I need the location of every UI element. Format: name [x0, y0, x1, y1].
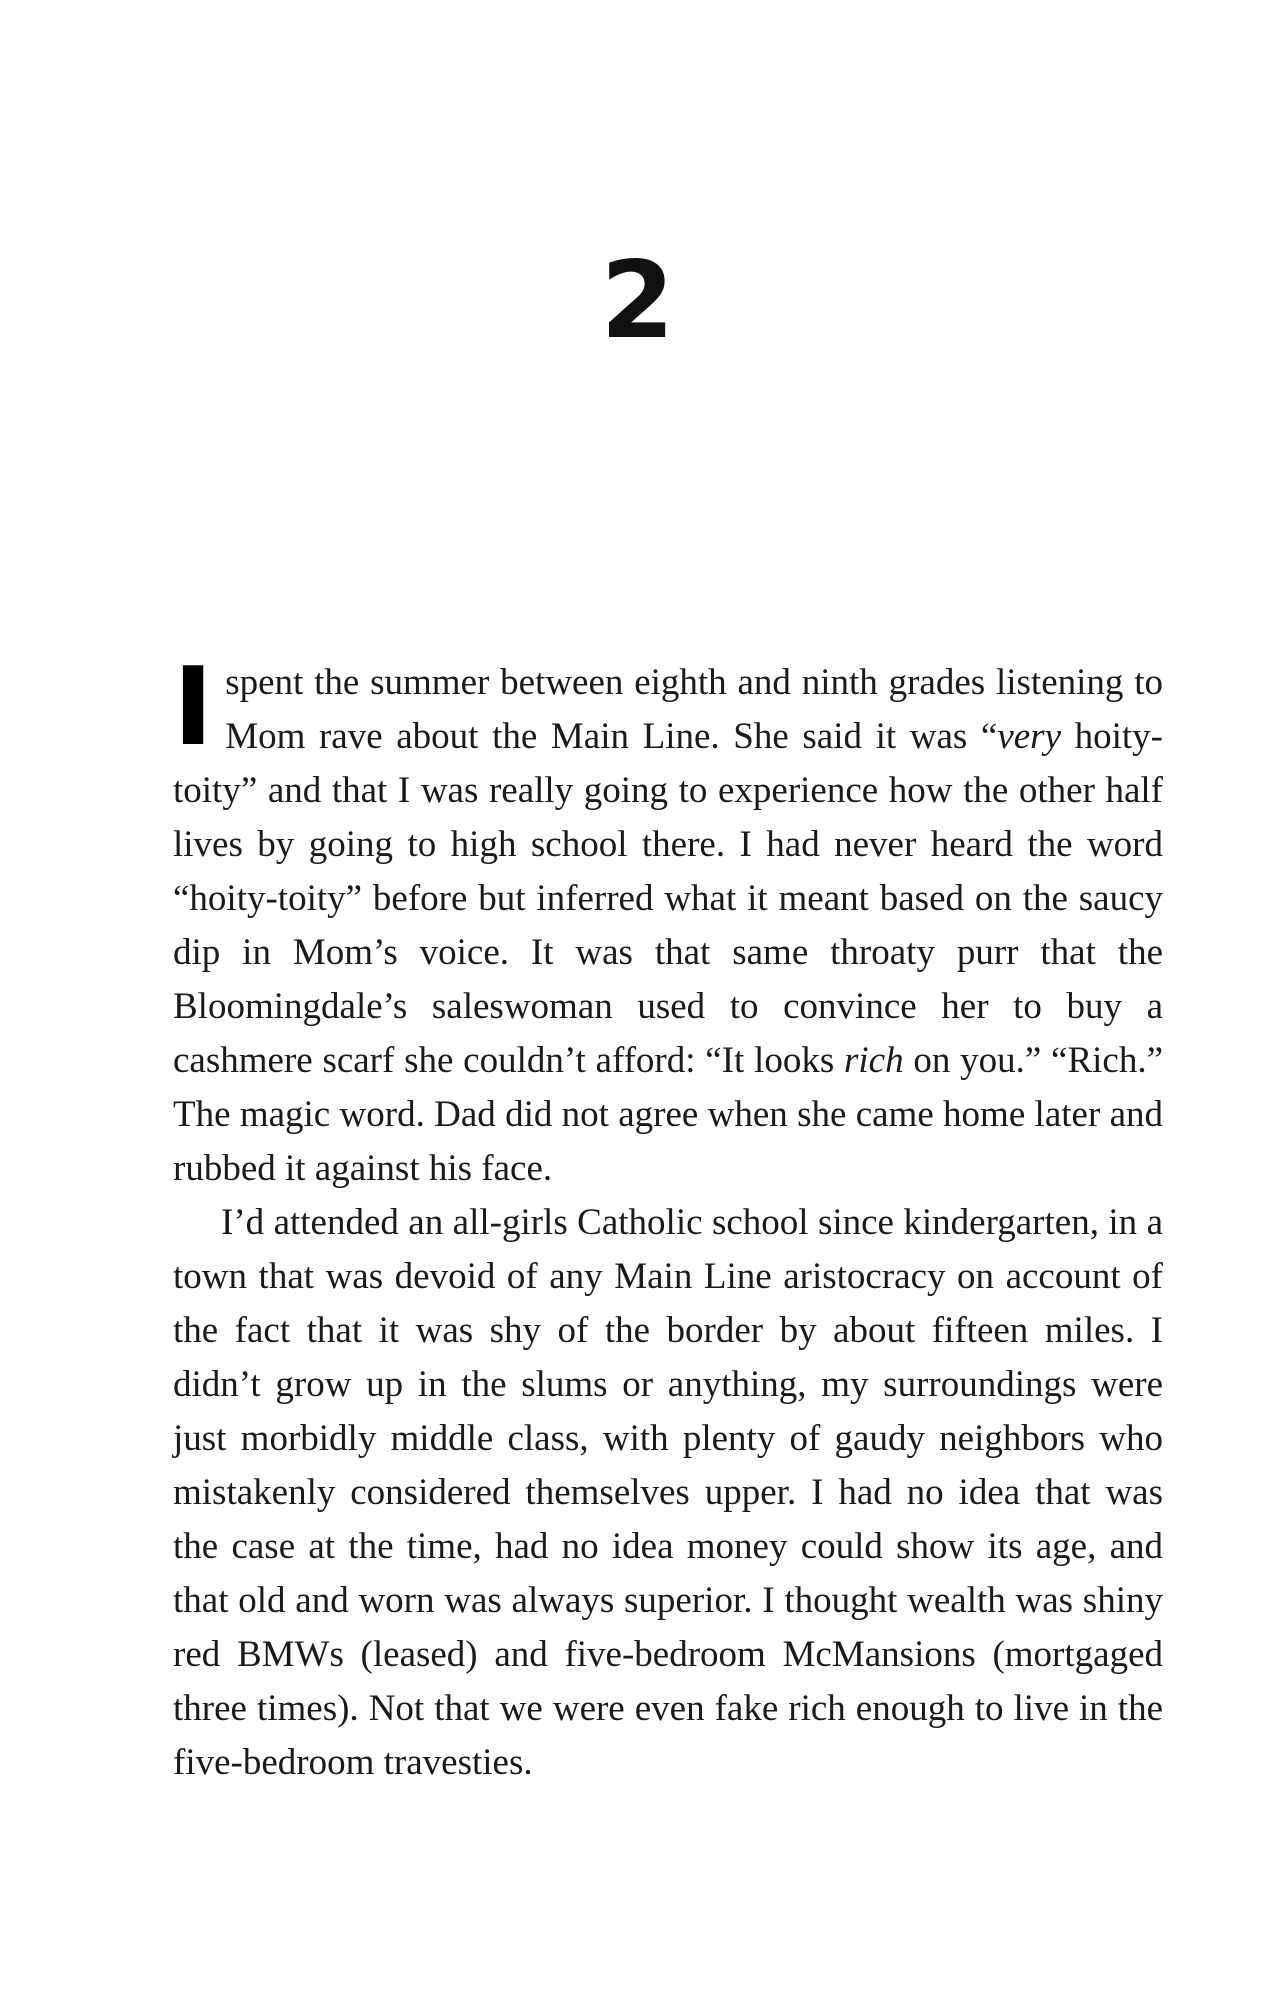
paragraph-1 [173, 645, 1163, 1196]
emphasis-very: very [997, 716, 1061, 757]
paragraph-2: I’d attended an all-girls Catholic school since kindergarten, in a town that was devoid of any Main Line aristocracy on account of the fact that it was shy of the border by about fifteen miles. I didn’t grow up in the slums or anything, my surroundings were just morbidly middle class, with plenty of gaudy neighbors who mistakenly considered themselves upper. I had no idea that was the case at the time, had no idea money could show its age, and that old and worn was always superior. I thought wealth was shiny red BMWs (leased) and five-bedroom McMansions (mortgaged three times). Not that we were even fake rich enough to live in the five-bedroom travesties. [173, 1202, 1163, 1783]
emphasis-rich: rich [843, 1040, 904, 1081]
chapter-body [173, 645, 1163, 1790]
chapter-number: 2 [600, 239, 675, 362]
paragraph-1-text: hoity-toity” and that I was really going to experience how the other half lives by going to high school there. I had never heard the word “hoity-toity” before but inferred what it meant based on the saucy dip in Mom’s voice. It was that same throaty purr that the Bloomingdale’s saleswoman used to convince her to buy a cashmere scarf she couldn’t afford: “It looks [173, 716, 1163, 1081]
paragraph-1-text: spent the summer between eighth and ninth grades listening to Mom rave about the Main Line. She said it was “ [225, 662, 1163, 757]
paragraph-1-text: on you.” “Rich.” The magic word. Dad did not agree when she came home later and rubbed it against his face. [173, 1040, 1163, 1189]
drop-cap: I [173, 645, 214, 770]
